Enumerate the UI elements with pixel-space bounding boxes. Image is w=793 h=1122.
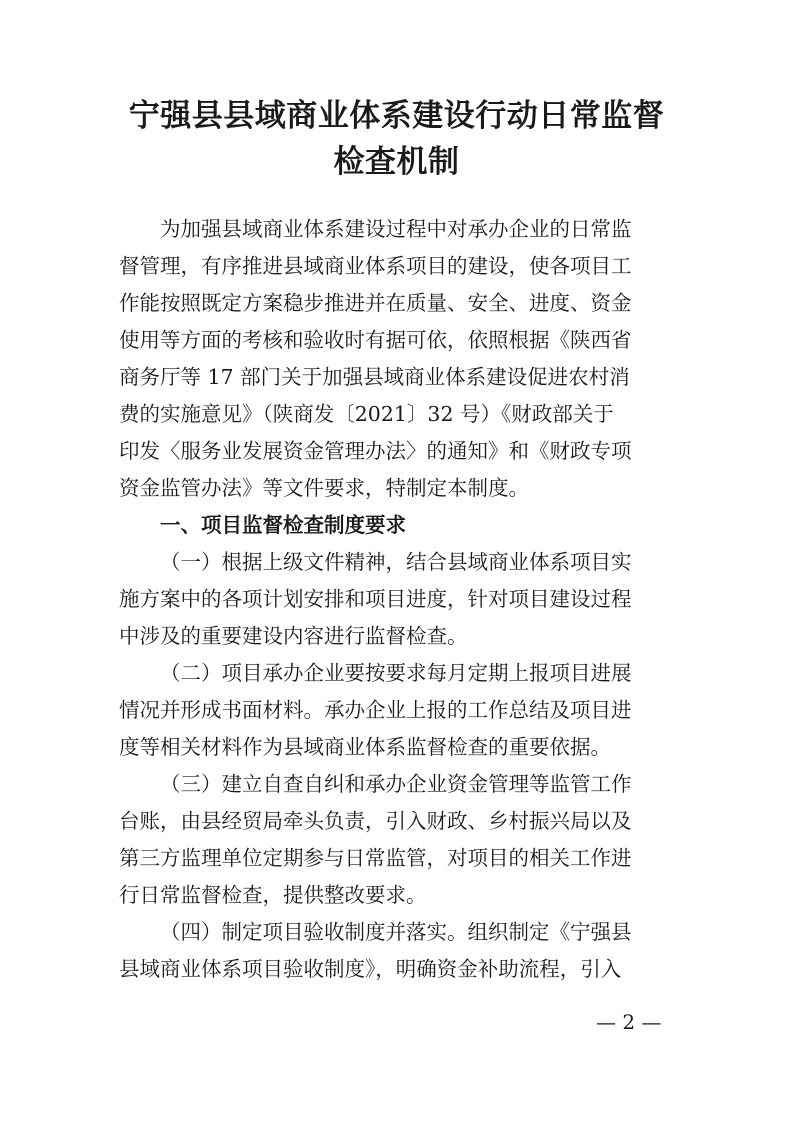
line-text: 为加强县域商业体系建设过程中对承办企业的日常监: [160, 217, 632, 241]
body-line: [0, 285, 793, 322]
body-line: [0, 877, 793, 914]
body-line: [0, 359, 793, 396]
body-line: [0, 766, 793, 803]
line-text: 作能按照既定方案稳步推进并在质量、安全、进度、资金: [119, 291, 632, 315]
line-text: （四）制定项目验收制度并落实。组织制定《宁强县: [160, 920, 632, 944]
body-line: [0, 655, 793, 692]
body-line: [0, 470, 793, 507]
body-line: [0, 396, 793, 433]
line-text: 情况并形成书面材料。承办企业上报的工作总结及项目进: [119, 698, 632, 722]
section-heading-text: 一、项目监督检查制度要求: [160, 513, 406, 537]
line-text: 度等相关材料作为县域商业体系监督检查的重要依据。: [119, 735, 611, 759]
line-text: 施方案中的各项计划安排和项目进度，针对项目建设过程: [119, 587, 632, 611]
body-line: [0, 951, 793, 988]
body-line: [0, 433, 793, 470]
line-text: 第三方监理单位定期参与日常监管，对项目的相关工作进: [119, 846, 632, 870]
line-text: 使用等方面的考核和验收时有据可依，依照根据《陕西省: [119, 328, 632, 352]
line-text: 费的实施意见》（陕商发〔2021〕32 号）《财政部关于: [119, 402, 614, 426]
line-text: 中涉及的重要建设内容进行监督检查。: [119, 624, 468, 648]
line-text: （三）建立自查自纠和承办企业资金管理等监管工作: [160, 772, 632, 796]
body-line: [0, 581, 793, 618]
body-line: [0, 211, 793, 248]
line-text: （二）项目承办企业要按要求每月定期上报项目进展: [160, 661, 632, 685]
document-title-line-2: 检查机制: [333, 144, 460, 180]
body-line: [0, 840, 793, 877]
body-line: [0, 248, 793, 285]
line-text: （一）根据上级文件精神，结合县域商业体系项目实: [160, 550, 632, 574]
body-line: [0, 544, 793, 581]
line-text: 督管理，有序推进县域商业体系项目的建设，使各项目工: [119, 254, 632, 278]
line-text: 台账，由县经贸局牵头负责，引入财政、乡村振兴局以及: [119, 809, 632, 833]
body-line: [0, 803, 793, 840]
body-line: [0, 322, 793, 359]
line-text: 商务厅等 17 部门关于加强县域商业体系建设促进农村消: [119, 365, 630, 389]
body-line: [0, 618, 793, 655]
body-line: [0, 914, 793, 951]
section-heading: [0, 507, 793, 544]
body-line: [0, 692, 793, 729]
line-text: 印发〈服务业发展资金管理办法〉的通知》和《财政专项: [119, 439, 632, 463]
line-text: 行日常监督检查，提供整改要求。: [119, 883, 427, 907]
line-text: 资金监管办法》等文件要求，特制定本制度。: [119, 476, 529, 500]
body-line: [0, 729, 793, 766]
document-title-line-1: 宁强县县域商业体系建设行动日常监督: [128, 98, 665, 134]
line-text: 县域商业体系项目验收制度》，明确资金补助流程，引入: [119, 957, 622, 981]
page-number: — 2 —: [596, 1010, 662, 1034]
